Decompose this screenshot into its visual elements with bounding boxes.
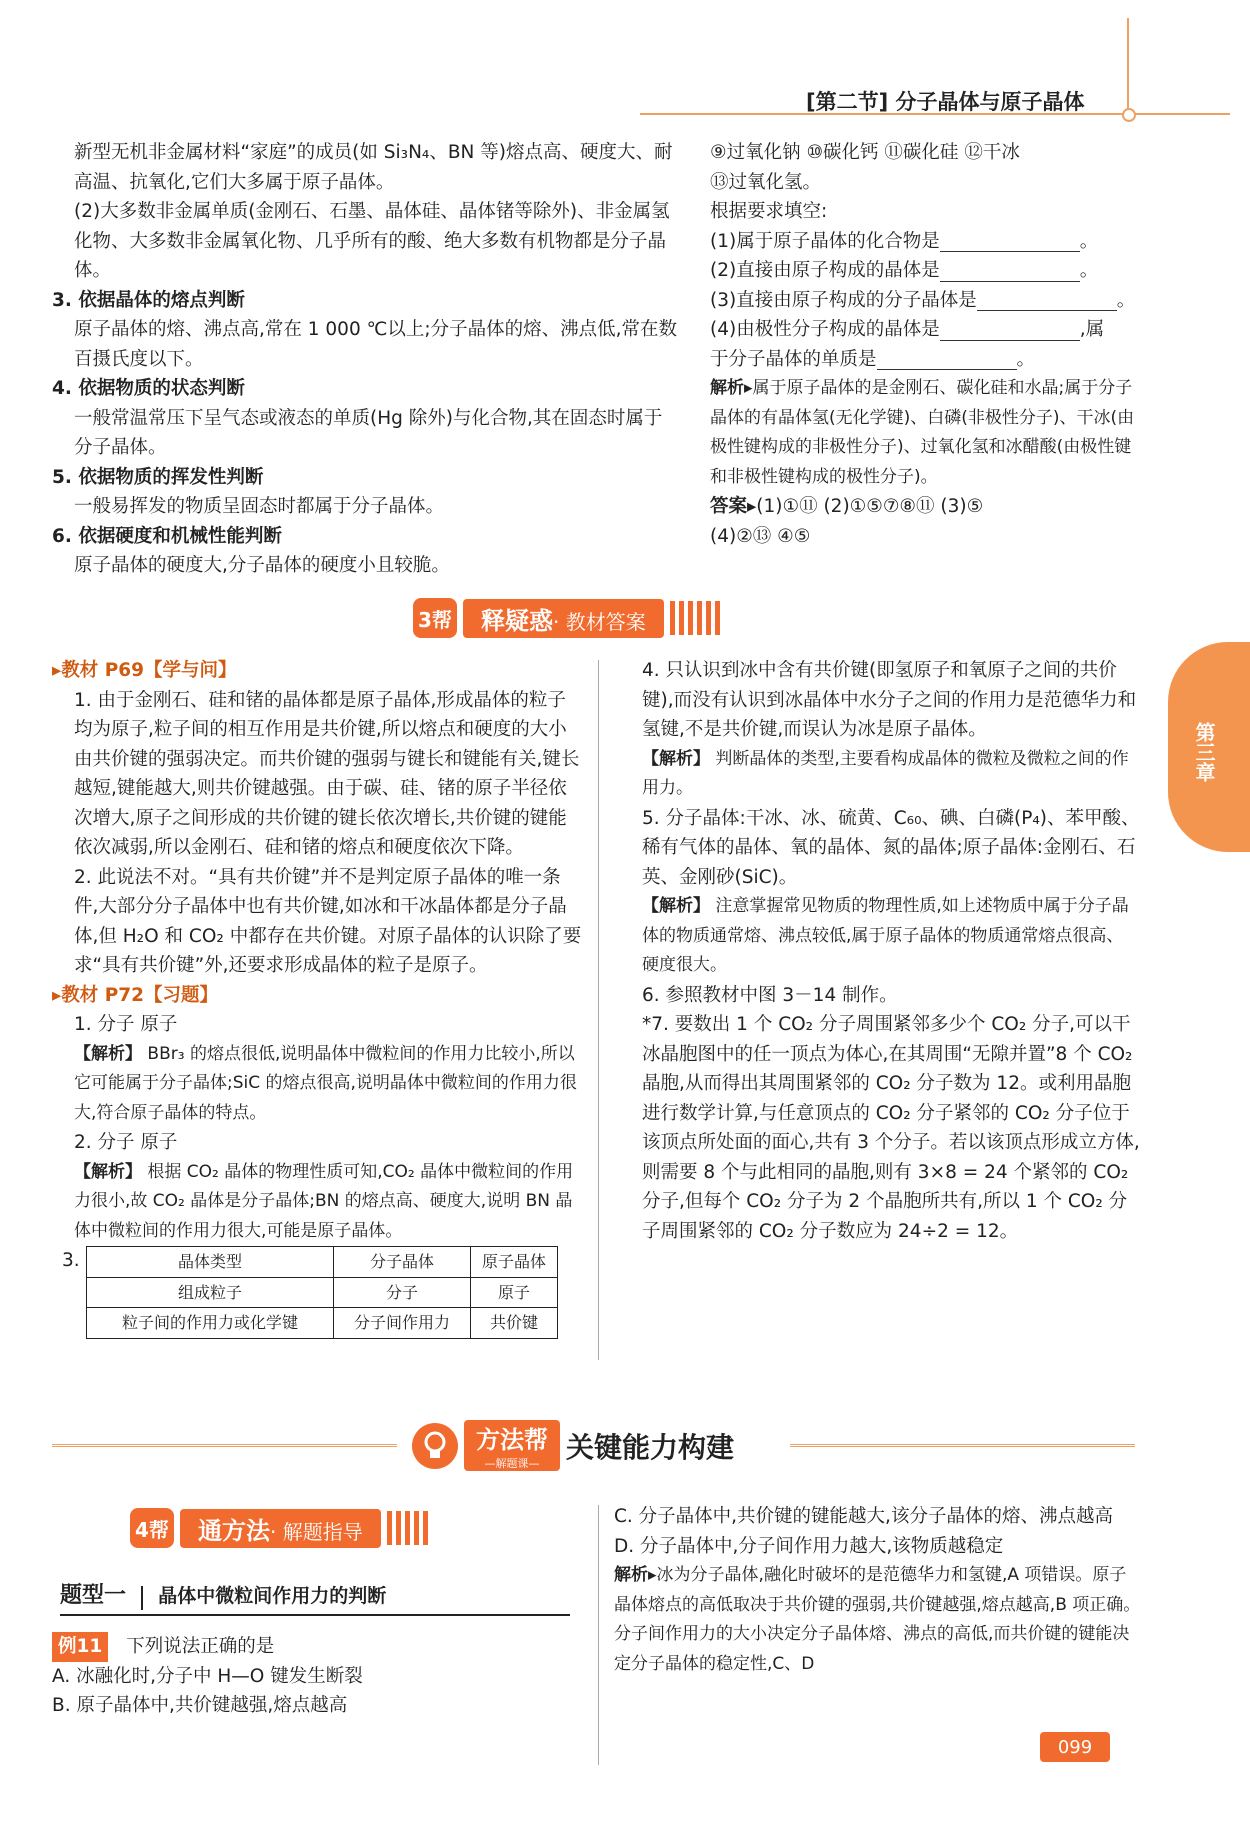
analysis: 【解析】 判断晶体的类型,主要看构成晶体的微粒及微粒之间的作用力。 xyxy=(642,748,1129,798)
lightbulb-icon xyxy=(412,1423,458,1469)
analysis: 【解析】 注意掌握常见物质的物理性质,如上述物质中属于分子晶体的物质通常熔、沸点较低,属于原子晶体的物质通常熔点很高、硬度很大。 xyxy=(642,896,1129,975)
answer-item: 1. 分子 原子 xyxy=(74,1014,178,1035)
rule-body: 原子晶体的硬度大,分子晶体的硬度小且较脆。 xyxy=(74,555,450,576)
question: (4)由极性分子构成的晶体是 ,属 xyxy=(710,319,1105,340)
right-mid-column xyxy=(620,656,1140,1246)
analysis: 【解析】 根据 CO₂ 晶体的物理性质可知,CO₂ 晶体中微粒间的作用力很小,故 CO₂ 晶体是分子晶体;BN 的熔点高、硬度大,说明 BN 晶体中微粒间的作用力很大,可能是原子晶体。 xyxy=(74,1161,574,1241)
answer-cont: (4)②⑬ ④⑤ xyxy=(710,525,811,547)
banner-badge: 4帮 xyxy=(130,1508,174,1548)
option-b: B. 原子晶体中,共价键越强,熔点越高 xyxy=(52,1695,348,1716)
section-banner-4 xyxy=(130,1508,428,1548)
topic-title: 晶体中微粒间作用力的判断 xyxy=(158,1585,387,1607)
topic-heading xyxy=(60,1578,570,1616)
header-vertical-line xyxy=(1127,18,1129,118)
rule-heading: 4. 依据物质的状态判断 xyxy=(52,378,245,399)
method-title: 关键能力构建 xyxy=(566,1430,735,1464)
option-c: C. 分子晶体中,共价键的键能越大,该分子晶体的熔、沸点越高 xyxy=(614,1506,1113,1527)
banner-rule-right xyxy=(790,1444,1135,1447)
example-tag: 例11 xyxy=(52,1632,108,1662)
rule-heading: 3. 依据晶体的熔点判断 xyxy=(52,289,245,311)
option-d: D. 分子晶体中,分子间作用力越大,该物质越稳定 xyxy=(614,1535,1004,1557)
analysis: 解析▸属于原子晶体的是金刚石、碳化硅和水晶;属于分子晶体的有晶体氢(无化学键)、白磷(非极性分子)、干冰(由极性键构成的非极性分子)、过氧化氢和冰醋酸(由极性键和非极性键构成的极性分子)。 xyxy=(710,378,1135,487)
crystal-table: 晶体类型 分子晶体 原子晶体 组成粒子 分子 原子 粒子间的作用力或化学键 分子间作用力 共价键 xyxy=(86,1246,558,1339)
answer-3: 3. 晶体类型 分子晶体 原子晶体 组成粒子 分子 原子 粒子间的作用力或化学键 分子间作用力 共价键 xyxy=(52,1246,582,1339)
method-banner xyxy=(412,1420,734,1471)
left-mid-column xyxy=(52,656,582,1339)
method-label: 方法帮 —解题课— xyxy=(464,1420,560,1471)
answer-item: *7. 要数出 1 个 CO₂ 分子周围紧邻多少个 CO₂ 分子,可以干冰晶胞图中的任一顶点为体心,在其周围“无隙并置”8 个 CO₂ 晶胞,从而得出其周围紧邻的 CO₂ 分子数为 12。或利用晶胞进行数学计算,与任意顶点的 CO₂ 分子紧邻的 CO₂ 分子位于该顶点所处面的面心,共有 3 个分子。若以该顶点形成立方体,则需要 8 个与此相同的晶胞,则有 3×8 = 24 个紧邻的 CO₂ 分子,但每个 CO₂ 分子为 2 个晶胞所共有,所以 1 个 CO₂ 分子周围紧邻的 CO₂ 分子数应为 24÷2 = 12。 xyxy=(642,1014,1140,1242)
answer-blank xyxy=(940,320,1080,341)
rule-body: 一般常温常压下呈气态或液态的单质(Hg 除外)与化合物,其在固态时属于分子晶体。 xyxy=(74,407,663,458)
rule-heading: 5. 依据物质的挥发性判断 xyxy=(52,466,264,488)
example-right-column xyxy=(614,1502,1142,1679)
header-dot xyxy=(1122,108,1136,122)
item-list: ⑬过氧化氢。 xyxy=(710,171,822,193)
banner-bar: 释疑惑· 教材答案 xyxy=(463,599,664,638)
paragraph: (2)大多数非金属单质(金刚石、石墨、晶体硅、晶体锗等除外)、非金属氢化物、大多数非金属氧化物、几乎所有的酸、绝大多数有机物都是分子晶体。 xyxy=(74,201,670,281)
question: (2)直接由原子构成的晶体是 。 xyxy=(710,260,1099,281)
example-analysis: 解析▸冰为分子晶体,融化时破坏的是范德华力和氢键,A 项错误。原子晶体熔点的高低取决于共价键的强弱,共价键越强,熔点越高,B 项正确。分子间作用力的大小决定分子晶体熔、沸点的高低,而共价键的键能决定分子晶体的稳定性,C、D xyxy=(614,1565,1141,1674)
answer-item: 4. 只认识到冰中含有共价键(即氢原子和氧原子之间的共价键),而没有认识到冰晶体中水分子之间的作用力是范德华力和氢键,不是共价键,而误认为冰是原子晶体。 xyxy=(642,660,1137,740)
question: 于分子晶体的单质是 。 xyxy=(710,348,1036,370)
banner-bar: 通方法· 解题指导 xyxy=(180,1509,381,1548)
answer-item: 6. 参照教材中图 3－14 制作。 xyxy=(642,984,898,1006)
answer-item: 2. 此说法不对。“具有共价键”并不是判定原子晶体的唯一条件,大部分分子晶体中也有共价键,如冰和干冰晶体都是分子晶体,但 H₂O 和 CO₂ 中都存在共价键。对原子晶体的认识除了要求“具有共价键”外,还要求形成晶体的粒子是原子。 xyxy=(74,866,582,976)
right-top-column xyxy=(710,138,1140,551)
answer-blank xyxy=(940,231,1080,252)
banner-stripes xyxy=(387,1511,428,1545)
chapter-tab xyxy=(1168,642,1250,852)
rule-body: 一般易挥发的物质呈固态时都属于分子晶体。 xyxy=(74,496,445,517)
section-title: 分子晶体与原子晶体 xyxy=(895,90,1085,114)
banner-rule-left xyxy=(52,1444,397,1447)
example-stem: 例11 下列说法正确的是 xyxy=(52,1632,582,1662)
page-number: 099 xyxy=(1040,1732,1110,1762)
answer: 答案▸(1)①⑪ (2)①⑤⑦⑧⑪ (3)⑤ xyxy=(710,496,984,517)
textbook-tag: ▸教材 P69【学与问】 xyxy=(52,660,237,681)
answer-blank xyxy=(940,261,1080,282)
option-a: A. 冰融化时,分子中 H—O 键发生断裂 xyxy=(52,1665,363,1687)
rule-body: 原子晶体的熔、沸点高,常在 1 000 ℃以上;分子晶体的熔、沸点低,常在数百摄氏度以下。 xyxy=(74,319,677,370)
example-column xyxy=(52,1632,582,1721)
paragraph: 新型无机非金属材料“家庭”的成员(如 Si₃N₄、BN 等)熔点高、硬度大、耐高温、抗氧化,它们大多属于原子晶体。 xyxy=(74,142,673,193)
textbook-tag: ▸教材 P72【习题】 xyxy=(52,984,219,1006)
item-list: ⑨过氧化钠 ⑩碳化钙 ⑪碳化硅 ⑫干冰 xyxy=(710,142,1020,163)
answer-blank xyxy=(877,349,1017,370)
column-divider xyxy=(598,660,599,1360)
section-label: [第二节] xyxy=(806,90,889,114)
left-top-column xyxy=(52,138,677,581)
answer-blank xyxy=(977,290,1117,311)
chapter-label: 第三章 xyxy=(1192,722,1216,782)
question: (3)直接由原子构成的分子晶体是 。 xyxy=(710,289,1136,311)
column-divider xyxy=(598,1505,599,1765)
answer-item: 1. 由于金刚石、硅和锗的晶体都是原子晶体,形成晶体的粒子均为原子,粒子间的相互作用是共价键,所以熔点和硬度的大小由共价键的强弱决定。而共价键的强弱与键长和键能有关,键长越短,键能越大,则共价键越强。由于碳、硅、锗的原子半径依次增大,原子之间形成的共价键的键长依次增长,共价键的键能依次减弱,所以金刚石、硅和锗的熔点和硬度依次下降。 xyxy=(74,689,580,858)
banner-stripes xyxy=(670,601,720,635)
rule-heading: 6. 依据硬度和机械性能判断 xyxy=(52,525,282,547)
analysis: 【解析】 BBr₃ 的熔点很低,说明晶体中微粒间的作用力比较小,所以它可能属于分子晶体;SiC 的熔点很高,说明晶体中微粒间的作用力很大,符合原子晶体的特点。 xyxy=(74,1043,577,1123)
section-banner-3 xyxy=(413,598,720,638)
answer-item: 5. 分子晶体:干冰、冰、硫黄、C₆₀、碘、白磷(P₄)、苯甲酸、稀有气体的晶体、氧的晶体、氮的晶体;原子晶体:金刚石、石英、金刚砂(SiC)。 xyxy=(642,807,1140,888)
topic-label: 题型一 xyxy=(60,1583,127,1608)
answer-item: 2. 分子 原子 xyxy=(74,1132,178,1153)
running-header xyxy=(806,86,1085,116)
question: (1)属于原子晶体的化合物是 。 xyxy=(710,230,1099,252)
banner-badge: 3帮 xyxy=(413,598,457,638)
prompt: 根据要求填空: xyxy=(710,201,828,222)
